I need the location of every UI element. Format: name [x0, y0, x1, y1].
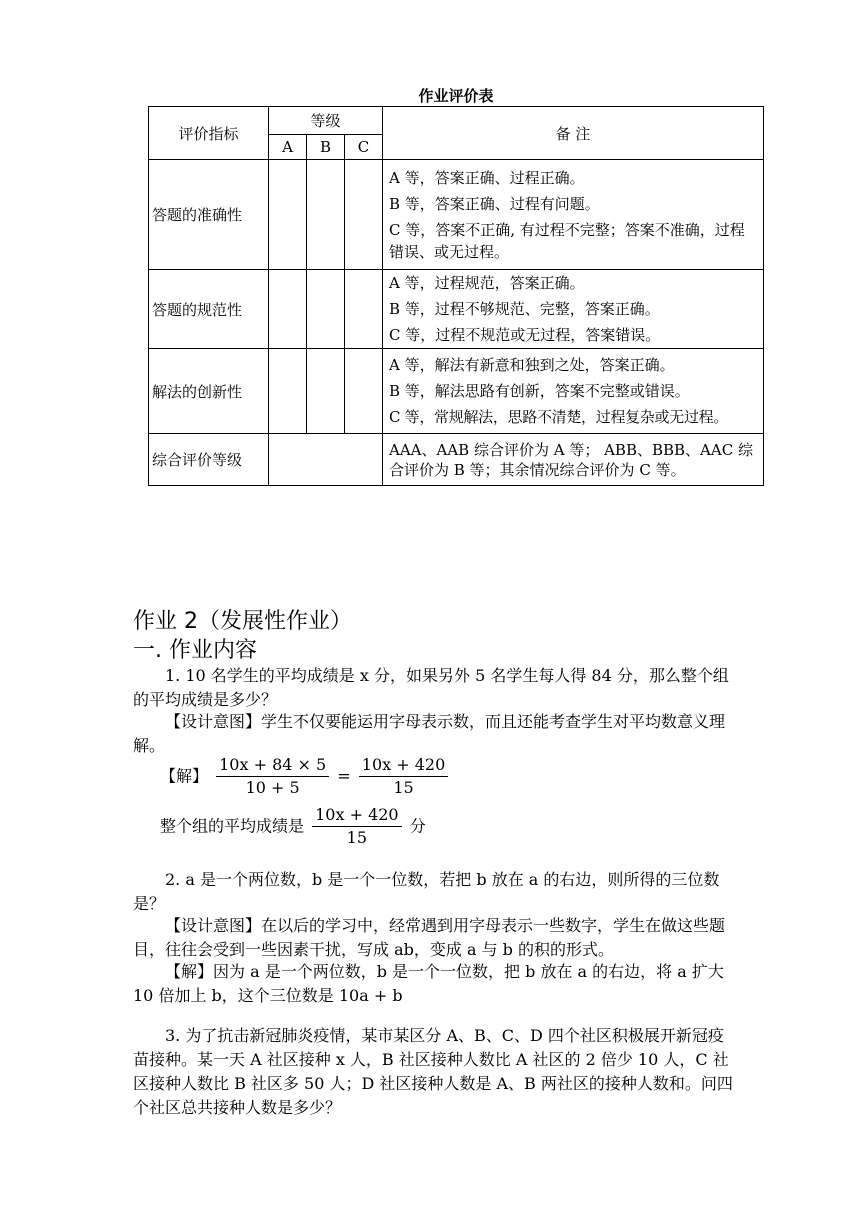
- question-1-intent: 【设计意图】学生不仅要能运用字母表示数，而且还能考查学生对平均数意义理解。: [133, 712, 726, 755]
- row-label: 综合评价等级: [149, 434, 269, 486]
- table-title: 作业评价表: [418, 87, 494, 105]
- answer-unit: 分: [409, 816, 426, 836]
- question-1-answer: [160, 804, 426, 849]
- question-3-text: 3. 为了抗击新冠肺炎疫情，某市某区分 A、B、C、D 四个社区积极展开新冠疫苗接种。某一天 A 社区接种 x 人，B 社区接种人数比 A 社区的 2 倍少 10 人，C 社区接种人数比 B 社区多 50 人；D 社区接种人数是 A、B 两社区的接种人数和。问四个社区总共接种人数是多少？: [133, 1026, 733, 1117]
- note-line: C 等，答案不正确, 有过程不完整；答案不准确，过程错误、或无过程。: [389, 220, 745, 261]
- header-grade-c: C: [345, 135, 383, 160]
- note-cell: [383, 434, 764, 486]
- table-row: [149, 434, 764, 486]
- fraction-denominator: 15: [346, 828, 368, 847]
- grade-cell-a: [269, 349, 307, 434]
- table-row: [149, 160, 764, 270]
- grade-cell-a: [269, 160, 307, 270]
- note-cell: [383, 160, 764, 270]
- grade-cell-b: [307, 270, 345, 349]
- grade-cell-b: [307, 160, 345, 270]
- question-2-text: 2. a 是一个两位数，b 是一个一位数，若把 b 放在 a 的右边，则所得的三位数是？: [133, 870, 720, 913]
- note-line: B 等，答案正确、过程有问题。: [389, 194, 600, 213]
- header-index: 评价指标: [149, 107, 269, 160]
- fraction: [216, 754, 329, 799]
- note-line: C 等，过程不规范或无过程，答案错误。: [389, 326, 661, 344]
- row-label: 答题的规范性: [149, 270, 269, 349]
- fraction-numerator: 10x + 420: [312, 804, 402, 827]
- fraction: [359, 754, 449, 799]
- note-line: A 等，答案正确、过程正确。: [389, 168, 585, 187]
- answer-prefix: 整个组的平均成绩是: [160, 816, 305, 836]
- header-grade-b: B: [307, 135, 345, 160]
- table-row: [149, 270, 764, 349]
- note-line: A 等，解法有新意和独到之处，答案正确。: [389, 356, 675, 374]
- grade-cell-a: [269, 270, 307, 349]
- fraction-numerator: 10x + 84 × 5: [216, 754, 329, 777]
- section-title: 作业 2（发展性作业）: [133, 609, 352, 634]
- table-row: [149, 349, 764, 434]
- note-line: A 等，过程规范，答案正确。: [389, 274, 585, 292]
- summary-note: AAA、AAB 综合评价为 A 等； ABB、BBB、AAC 综合评价为 B 等；其余情况综合评价为 C 等。: [389, 440, 753, 479]
- note-cell: [383, 349, 764, 434]
- fraction-numerator: 10x + 420: [359, 754, 449, 777]
- grade-cell-c: [345, 349, 383, 434]
- summary-grade-cell: [269, 434, 383, 486]
- header-grade-a: A: [269, 135, 307, 160]
- grade-cell-c: [345, 160, 383, 270]
- note-line: C 等，常规解法，思路不清楚，过程复杂或无过程。: [389, 408, 729, 426]
- note-line: B 等，过程不够规范、完整，答案正确。: [389, 300, 660, 318]
- fraction-denominator: 10 + 5: [245, 778, 300, 797]
- evaluation-table: [148, 106, 764, 486]
- row-label: 解法的创新性: [149, 349, 269, 434]
- fraction-denominator: 15: [393, 778, 414, 797]
- solution-label: 【解】: [160, 766, 209, 786]
- header-grade: 等级: [269, 107, 383, 135]
- fraction: [312, 804, 402, 849]
- question-1-solution: [160, 754, 451, 799]
- question-2-solution: 【解】因为 a 是一个两位数，b 是一个一位数，把 b 放在 a 的右边，将 a 扩大 10 倍加上 b，这个三位数是 10a + b: [133, 962, 724, 1005]
- section-subtitle: 一. 作业内容: [133, 638, 257, 663]
- grade-cell-b: [307, 349, 345, 434]
- question-2-intent: 【设计意图】在以后的学习中，经常遇到用字母表示一些数字，学生在做这些题目，往往会受到一些因素干扰，写成 ab，变成 a 与 b 的积的形式。: [133, 916, 726, 959]
- question-1-text: 1. 10 名学生的平均成绩是 x 分，如果另外 5 名学生每人得 84 分，那么整个组的平均成绩是多少？: [133, 666, 729, 709]
- header-note: 备 注: [383, 107, 764, 160]
- note-line: B 等，解法思路有创新，答案不完整或错误。: [389, 382, 690, 400]
- equals-sign: =: [337, 766, 351, 786]
- row-label: 答题的准确性: [149, 160, 269, 270]
- grade-cell-c: [345, 270, 383, 349]
- note-cell: [383, 270, 764, 349]
